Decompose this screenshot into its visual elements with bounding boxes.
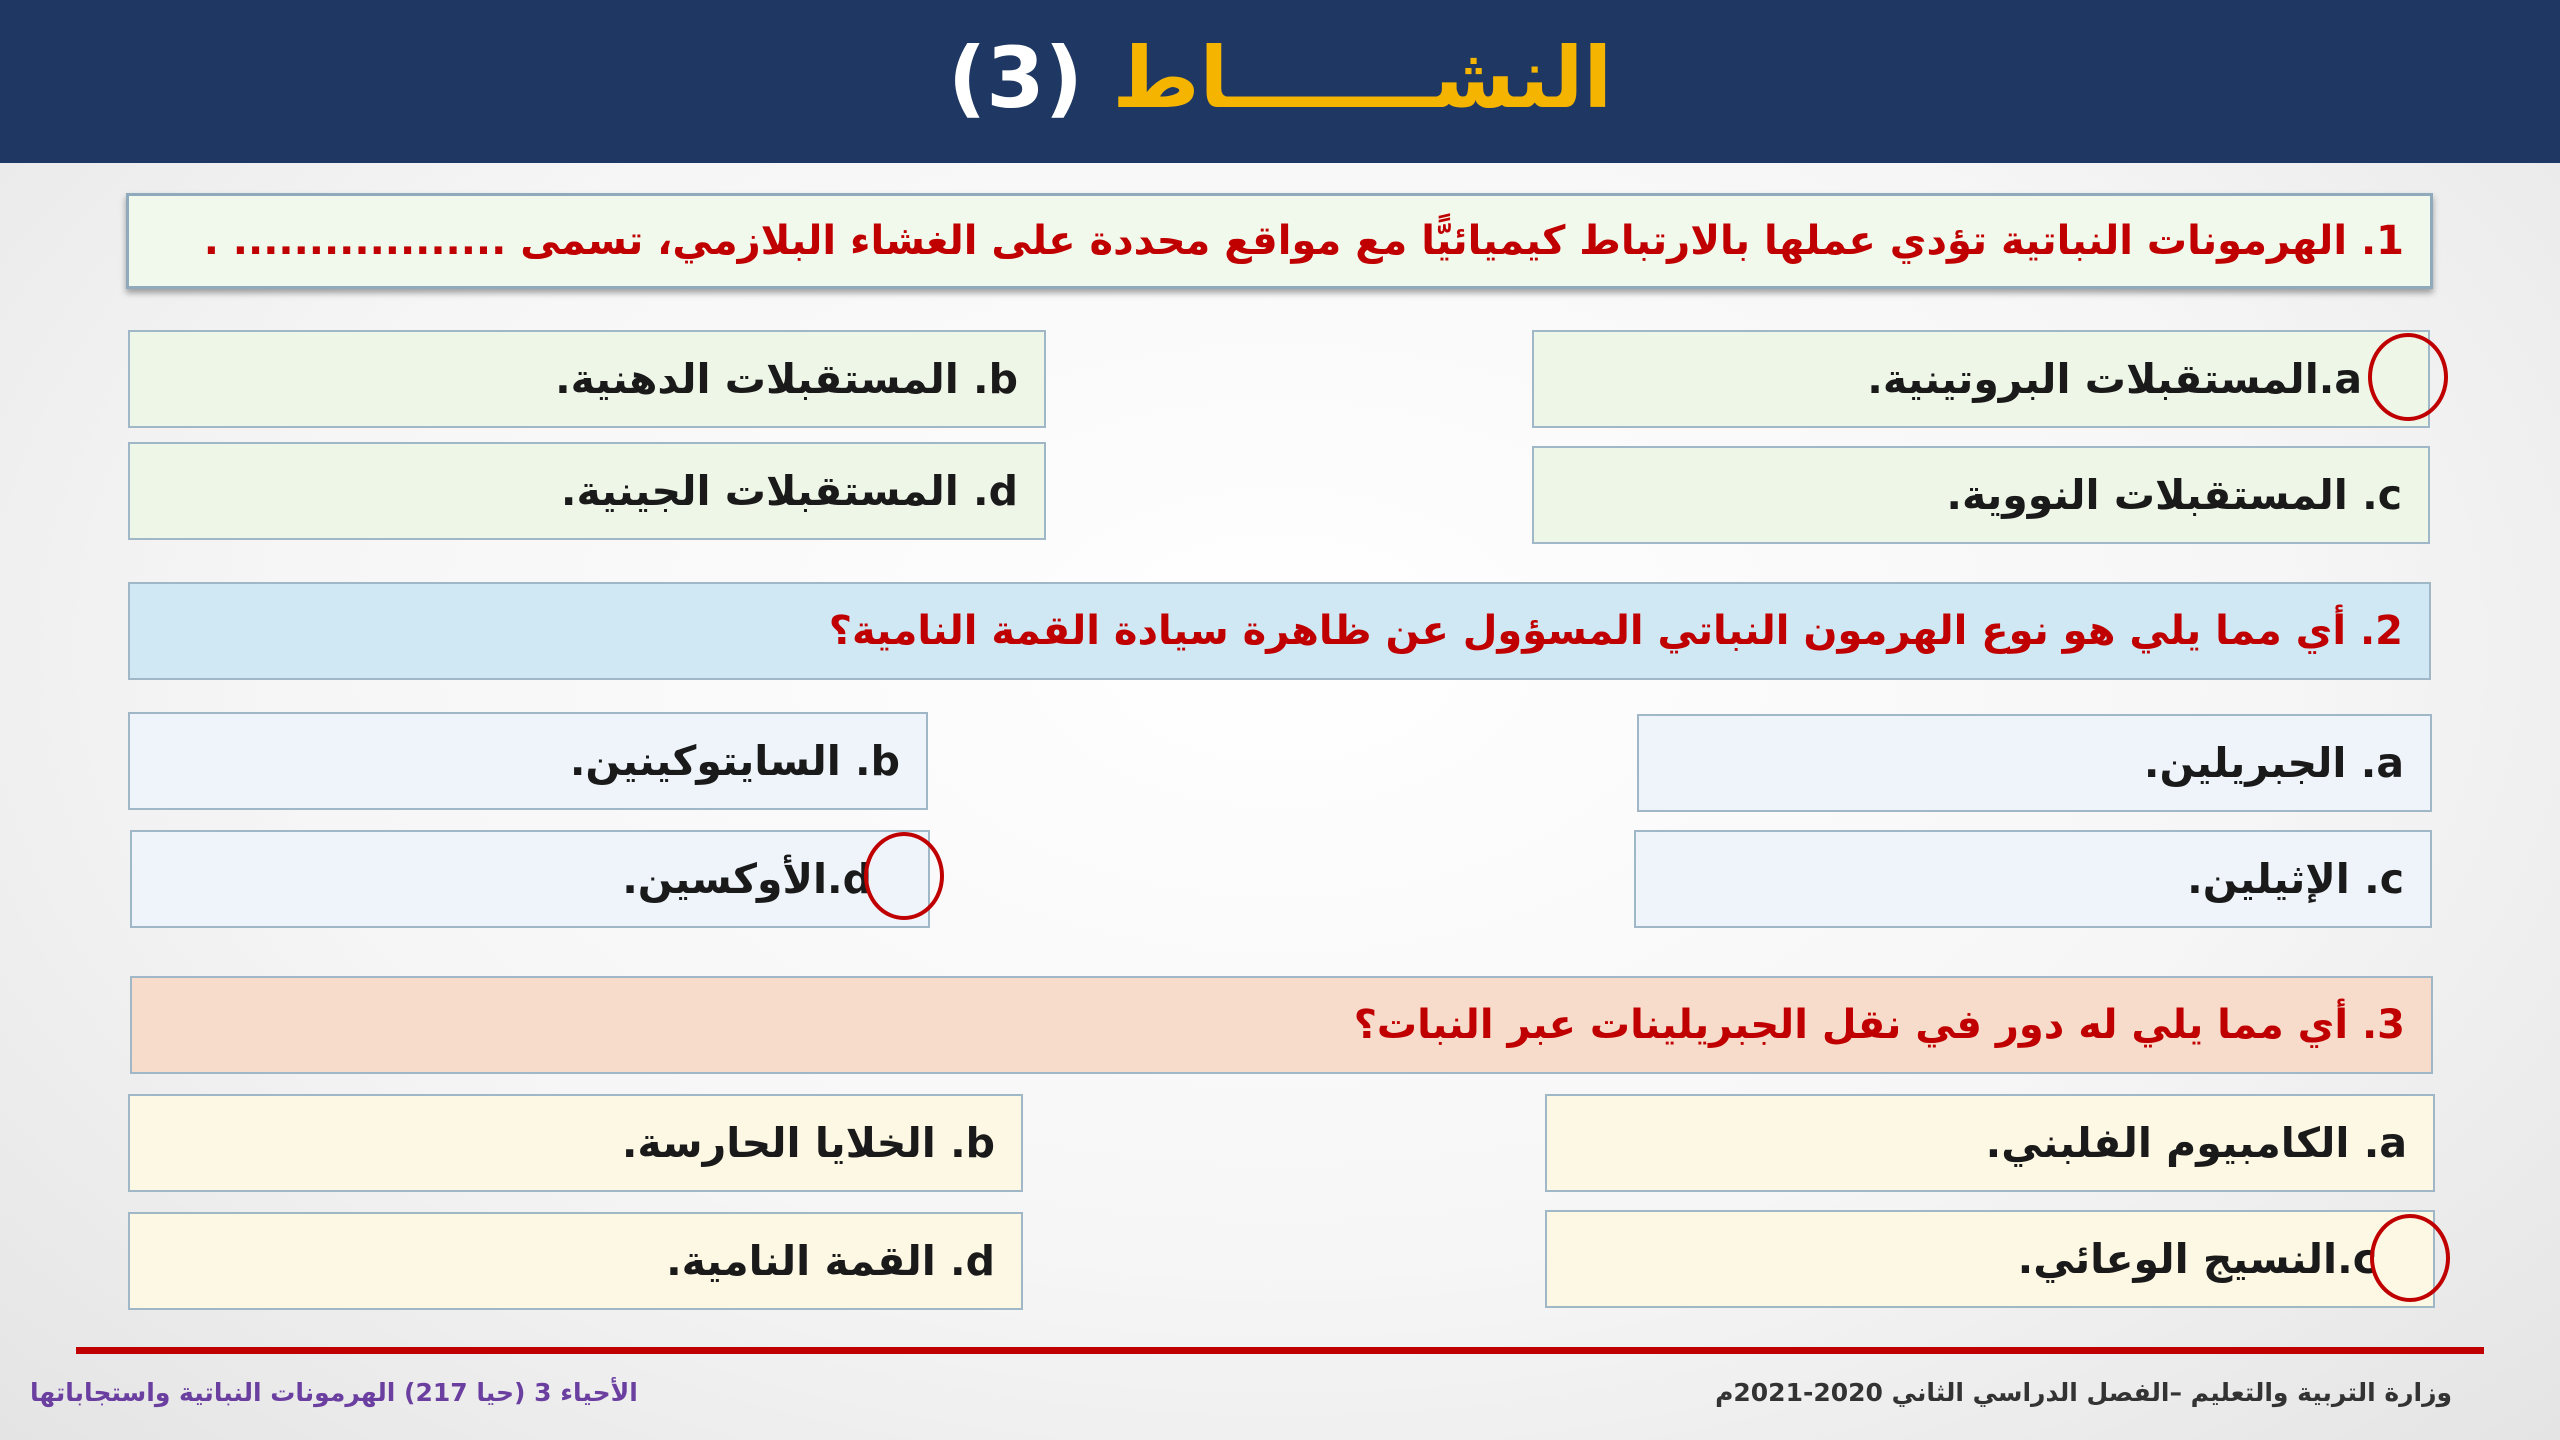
q3-option-a[interactable]: a. الكامبيوم الفلبني.: [1545, 1094, 2435, 1192]
q1-option-c[interactable]: c. المستقبلات النووية.: [1532, 446, 2430, 544]
question-3: 3. أي مما يلي له دور في نقل الجبريلينات عبر النبات؟: [130, 976, 2433, 1074]
q1-answer-circle: [2368, 333, 2448, 421]
footer-course-label: الأحياء 3 (حيا 217) الهرمونات النباتية واستجاباتها: [30, 1378, 638, 1407]
title-word: النشـــــــاط: [1112, 29, 1613, 127]
q3-answer-circle: [2370, 1214, 2450, 1302]
q1-option-b[interactable]: b. المستقبلات الدهنية.: [128, 330, 1046, 428]
question-1: 1. الهرمونات النباتية تؤدي عملها بالارتباط كيميائيًّا مع مواقع محددة على الغشاء البلازمي، تسمى .................. .: [126, 193, 2433, 289]
q3-option-b[interactable]: b. الخلايا الحارسة.: [128, 1094, 1023, 1192]
slide-title: [0, 18, 2560, 138]
q2-option-d[interactable]: d.الأوكسين.: [130, 830, 930, 928]
q2-option-c[interactable]: c. الإثيلين.: [1634, 830, 2432, 928]
q3-option-c[interactable]: c.النسيج الوعائي.: [1545, 1210, 2435, 1308]
q1-option-a[interactable]: a.المستقبلات البروتينية.: [1532, 330, 2430, 428]
footer-ministry-label: وزارة التربية والتعليم –الفصل الدراسي الثاني 2020-2021م: [1715, 1378, 2452, 1407]
q3-option-d[interactable]: d. القمة النامية.: [128, 1212, 1023, 1310]
q1-option-d[interactable]: d. المستقبلات الجينية.: [128, 442, 1046, 540]
q2-option-b[interactable]: b. السايتوكينين.: [128, 712, 928, 810]
q2-answer-circle: [864, 832, 944, 920]
q2-option-a[interactable]: a. الجبريلين.: [1637, 714, 2432, 812]
title-number: (3): [947, 29, 1084, 127]
question-2: 2. أي مما يلي هو نوع الهرمون النباتي المسؤول عن ظاهرة سيادة القمة النامية؟: [128, 582, 2431, 680]
footer-divider: [76, 1347, 2484, 1354]
